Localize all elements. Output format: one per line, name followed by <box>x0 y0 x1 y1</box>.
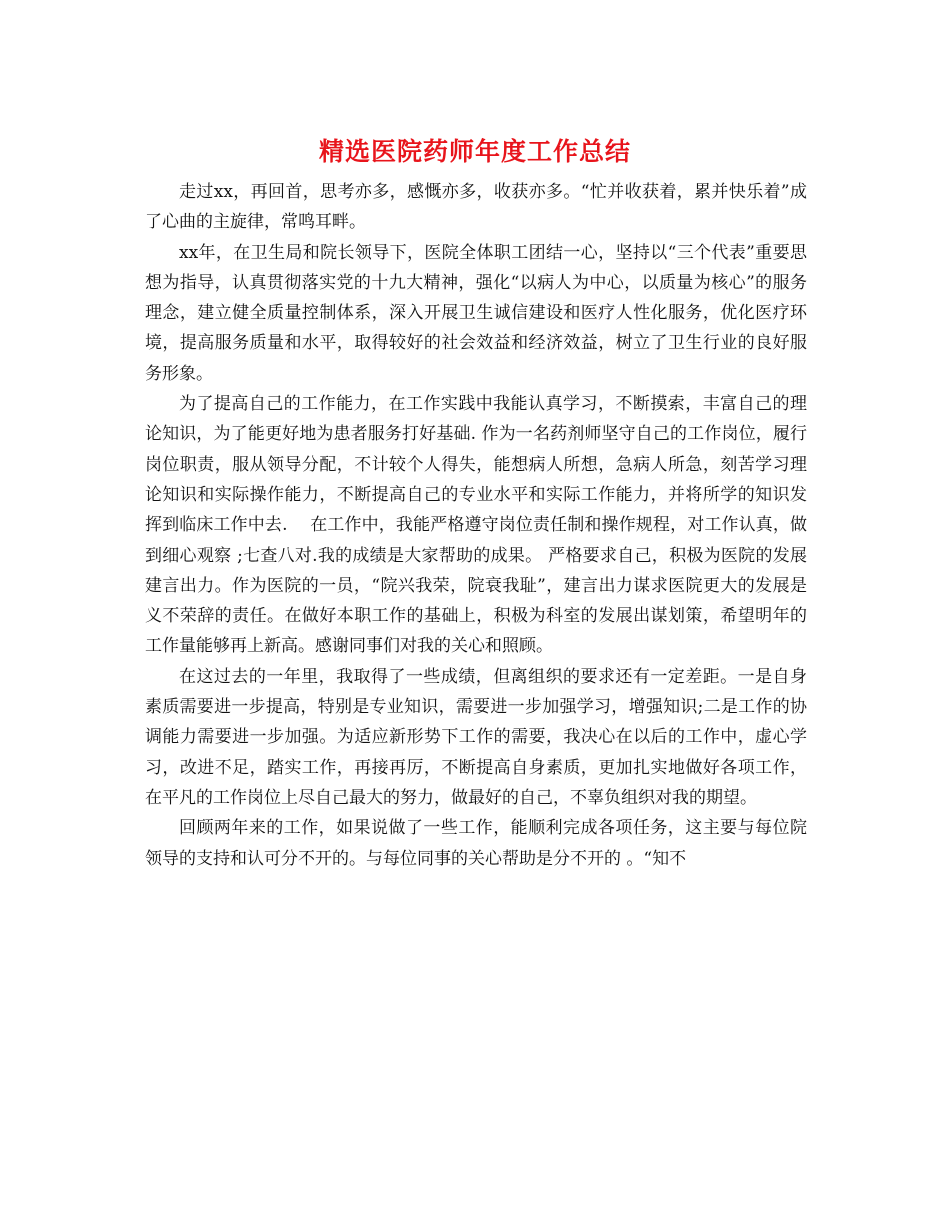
paragraph-4: 在这过去的一年里，我取得了一些成绩，但离组织的要求还有一定差距。一是自身素质需要进一步提高，特别是专业知识，需要进一步加强学习，增强知识;二是工作的协调能力需要进一步加强。为适应新形势下工作的需要，我决心在以后的工作中，虚心学习，改进不足，踏实工作，再接再厉，不断提高自身素质，更加扎实地做好各项工作，在平凡的工作岗位上尽自己最大的努力，做最好的自己，不辜负组织对我的期望。 <box>145 666 807 808</box>
paragraph-5: 回顾两年来的工作，如果说做了一些工作，能顺利完成各项任务，这主要与每位院领导的支持和认可分不开的。与每位同事的关心帮助是分不开的 。“知不 <box>145 818 807 869</box>
paragraph-2: xx年，在卫生局和院长领导下，医院全体职工团结一心，坚持以“三个代表”重要思想为指导，认真贯彻落实党的十九大精神，强化“以病人为中心，以质量为核心”的服务理念，建立健全质量控制体系，深入开展卫生诚信建设和医疗人性化服务，优化医疗环境，提高服务质量和水平，取得较好的社会效益和经济效益，树立了卫生行业的良好服务形象。 <box>145 242 807 384</box>
document-body <box>145 177 807 874</box>
paragraph-3: 为了提高自己的工作能力，在工作实践中我能认真学习，不断摸索，丰富自己的理论知识，为了能更好地为患者服务打好基础. 作为一名药剂师坚守自己的工作岗位，履行岗位职责，服从领导分配，不计较个人得失，能想病人所想，急病人所急，刻苦学习理论知识和实际操作能力，不断提高自己的专业水平和实际工作能力，并将所学的知识发挥到临床工作中去. 在工作中，我能严格遵守岗位责任制和操作规程，对工作认真，做到细心观察 ;七查八对.我的成绩是大家帮助的成果。 严格要求自己，积极为医院的发展建言出力。作为医院的一员，“院兴我荣，院衰我耻”，建言出力谋求医院更大的发展是义不荣辞的责任。在做好本职工作的基础上，积极为科室的发展出谋划策，希望明年的工作量能够再上新高。感谢同事们对我的关心和照顾。 <box>145 394 807 657</box>
paragraph-1: 走过xx，再回首，思考亦多，感慨亦多，收获亦多。“忙并收获着，累并快乐着”成了心曲的主旋律，常鸣耳畔。 <box>145 182 807 233</box>
document-title: 精选医院药师年度工作总结 <box>318 137 631 166</box>
